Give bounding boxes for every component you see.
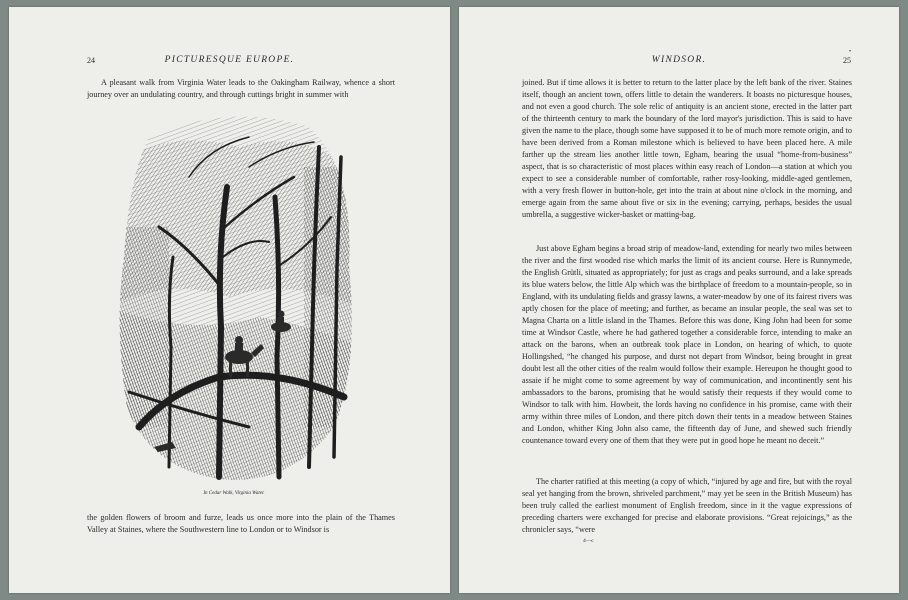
running-head: PICTURESQUE EUROPE.: [164, 55, 295, 65]
paragraph-bottom: the golden flowers of broom and furze, leads us once more into the plain of the Thames Valley at Staines, where the Southwestern line to London or to Windsor is: [87, 513, 395, 534]
signature-mark: 4—c: [583, 538, 594, 544]
page-number: 24: [87, 56, 95, 65]
paragraph-3: The charter ratified at this meeting (a copy of which, “injured by age and fire, but with the royal seal yet hanging from the brown, shriveled parchment,” may yet be seen in the British Museum) has been truly called the earliest monument of English freedom, since in it the vague expressions of preceding charters were exchanged for precise and elaborate provisions. “Great rejoicings,” as the chronicler says, “were: [522, 477, 852, 534]
margin-dot: •: [849, 49, 852, 55]
paragraph-1: joined. But if time allows it is better to return to the latter place by the left bank of the river. Staines itself, though an ancient town, offers little to detain the wanderers. It boasts no picturesque houses, and not even a good church. The sole relic of antiquity is an ancient stone, erected in the latter part of the thirteenth century to mark the boundary of the lord mayor's jurisdiction. This is said to have given the name to the place, though some have supposed it to be of much more remote origin, and to have been derived from a Roman milestone which is believed to have been placed here. A mile farther up the stream lies another little town, Egham, bearing the usual “home-from-business” aspect, that is so characteristic of most places within easy reach of London—a station at which you expect to see a considerable number of comfortable, rather rosy-looking, middle-aged gentlemen, with a very fresh flower in button-hole, get into the train at about nine o'clock in the morning, and emerge again from the same about five or six in the evening; carrying, perhaps, besides the usual umbrella, a suggestive wicker-basket or matting-bag.: [522, 78, 852, 219]
page-number: 25: [843, 56, 851, 65]
woodland-engraving: [109, 107, 359, 487]
running-head: WINDSOR.: [651, 55, 707, 65]
paragraph-2: Just above Egham begins a broad strip of meadow-land, extending for nearly two miles between the river and the first wooded rise which marks the limit of its ancient course. Here is Runnymede, the English Grütli, situated as appropriately; for just as crags and peaks surround, and a lake spreads its blue waters below, the little Alp which was the birthplace of freedom to a mountain-people, so in England, with its undulating fields and grassy lawns, a water-meadow by one of its fairest rivers was aptly chosen for the place of meeting; and further, as became an insular people, the seal was set to Magna Charta on a little island in the Thames. Before this was done, King John had been for some time at Windsor Castle, where he had gathered together a considerable force, intending to make an attack on the barons, when an outbreak took place in London, on hearing of which, to quote Hollingshed, “he changed his purpose, and durst not depart from Windsor, being brought in great doubt lest all the other cities of the realm would follow their example. Hereupon he thought good to assaie if he might come to some agreement by way of communication, and incontinently sent his ambassadors to the barons, promising that he would satisfy their requests if they would come to Windsor to talk with him. Howbeit, the lords having no confidence in his promise, came with their army within three miles of London, and there pitch down their tents in a meadow between Staines and London, whither King John also came, the fifteenth day of June, and shewed such friendly countenance toward every one of them that they were put in good hope he meant no deceit.”: [522, 244, 852, 445]
right-page: [459, 7, 899, 593]
paragraph-top: A pleasant walk from Virginia Water leads to the Oakingham Railway, whence a short journey over an undulating country, and through cuttings bright in summer with: [87, 78, 395, 99]
left-page: [9, 7, 450, 593]
illustration-caption: In Cedar Walk, Virginia Water.: [203, 491, 265, 496]
